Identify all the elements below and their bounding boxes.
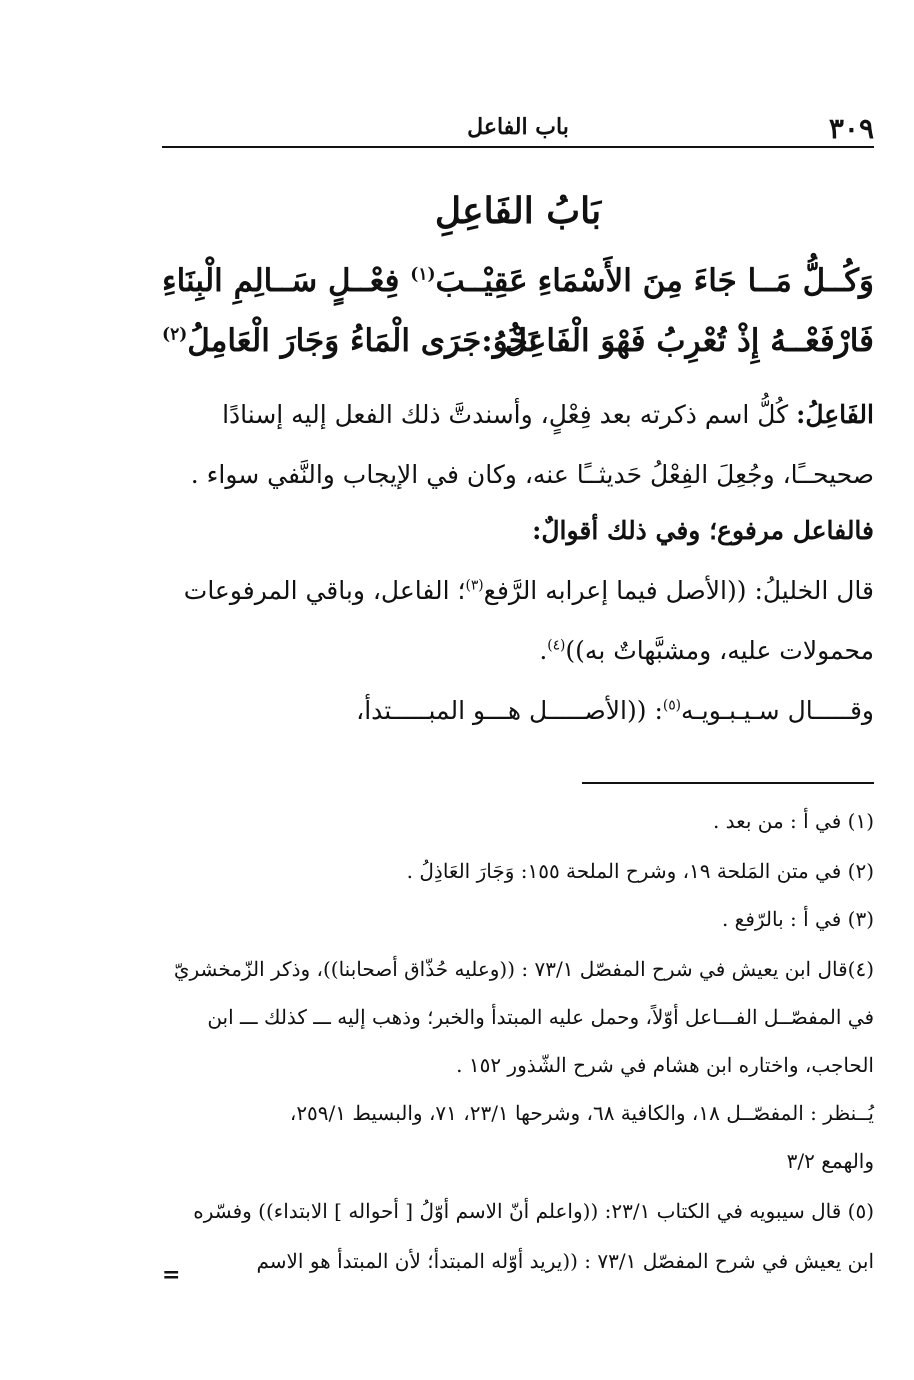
verse-hemistich-left xyxy=(162,323,537,359)
footnote-ref: (٣) xyxy=(465,577,484,594)
body-text: ؛ الفاعل، وباقي المرفوعات xyxy=(183,576,466,605)
body-text: كُلُّ اسم ذكرته بعد فِعْلٍ، وأسندتَّ ذلك الفعل إليه إسنادًا xyxy=(222,400,797,429)
paragraph-line xyxy=(162,574,914,608)
paragraph-line xyxy=(162,398,914,432)
footnote-5-line: ابن يعيش في شرح المفصّل ٧٣/١ : ((يريد أوّله المبتدأ؛ لأن المبتدأ هو الاسم xyxy=(256,1249,874,1273)
footnote-4-line: الحاجب، واختاره ابن هشام في شرح الشّذور ١٥٢ . xyxy=(456,1053,874,1077)
footnote-ref: (٢) xyxy=(162,324,188,345)
footnote-4-line: يُــنظر : المفصّــل ١٨، والكافية ٦٨، وشرحها ٢٣/١، ٧١، والبسيط ٢٥٩/١، xyxy=(289,1101,874,1125)
paragraph-line: فالفاعل مرفوع؛ وفي ذلك أقوالٌ: xyxy=(532,516,874,545)
body-text: وقـــــال سـيـبـويـه xyxy=(681,696,874,725)
verse-hemistich-left xyxy=(162,263,528,299)
page-number: ٣٠٩ xyxy=(828,112,874,145)
footnote-2: (٢) في متن المَلحة ١٩، وشرح الملحة ١٥٥: وَجَارَ العَاذِلُ . xyxy=(406,859,874,883)
running-title: باب الفاعل xyxy=(467,114,569,140)
verse-line-2 xyxy=(162,323,874,375)
body-text: : ((الأصـــــل هـــو المبـــــتدأ، xyxy=(356,696,663,725)
footnote-ref: (٤) xyxy=(547,637,566,654)
term-lead: الفَاعِلُ: xyxy=(796,400,874,429)
paragraph-line xyxy=(162,634,874,668)
footnote-ref: (١) xyxy=(410,264,436,285)
paragraph-line: صحيحــًا، وجُعِلَ الفِعْلُ حَديثــًا عنه، وكان في الإيجاب والنَّفي سواء . xyxy=(190,460,874,489)
continuation-mark: = xyxy=(162,1262,181,1288)
verse-text: عَقِيْــبَ xyxy=(435,263,528,299)
footnote-5-line: (٥) قال سيبويه في الكتاب ٢٣/١: ((واعلم أنّ الاسم أوّلُ [ أحواله ] الابتداء)) وفسّره xyxy=(193,1199,874,1223)
chapter-title: بَابُ الفَاعِلِ xyxy=(434,190,602,232)
verse-hemistich-right: وَكُــلُّ مَــا جَاءَ مِنَ الأَسْمَاءِ xyxy=(537,263,874,299)
verse-line-1 xyxy=(162,263,874,315)
footnote-1: (١) في أ : من بعد . xyxy=(712,809,874,833)
footnote-rule xyxy=(582,782,874,784)
footnote-4-line: في المفصّــل الفـــاعل أوّلاً، وحمل عليه المبتدأ والخبر؛ وذهب إليه ـــ كذلك ـــ ابن xyxy=(207,1005,874,1029)
footnote-ref: (٥) xyxy=(662,697,682,714)
footnote-3: (٣) في أ : بالرّفع . xyxy=(721,907,874,931)
footnote-4-line: (٤)قال ابن يعيش في شرح المفصّل ٧٣/١ : ((وعليه حُذّاق أصحابنا))، وذكر الزّمخشريّ xyxy=(173,957,874,981)
body-text: محمولات عليه، ومشبَّهاتٌ به)) xyxy=(565,636,874,665)
body-text: قال الخليلُ: ((الأصل فيما إعرابه الرَّفع xyxy=(483,576,874,605)
verse-text: نَحْوُ:جَرَى الْمَاءُ وَجَارَ الْعَامِلُ xyxy=(187,323,538,359)
body-text: . xyxy=(539,636,548,665)
verse-hemistich-right: فَارْفَعْــهُ إِذْ تُعْرِبُ فَهْوَ الْفَاعِلُ xyxy=(504,323,874,359)
header-rule xyxy=(162,146,874,148)
verse-text: فِعْــلٍ سَــالِمِ الْبِنَاءِ xyxy=(162,263,411,299)
paragraph-line xyxy=(162,694,914,728)
footnote-4-line: والهمع ٣/٢ xyxy=(786,1149,874,1173)
page-header xyxy=(162,112,874,146)
